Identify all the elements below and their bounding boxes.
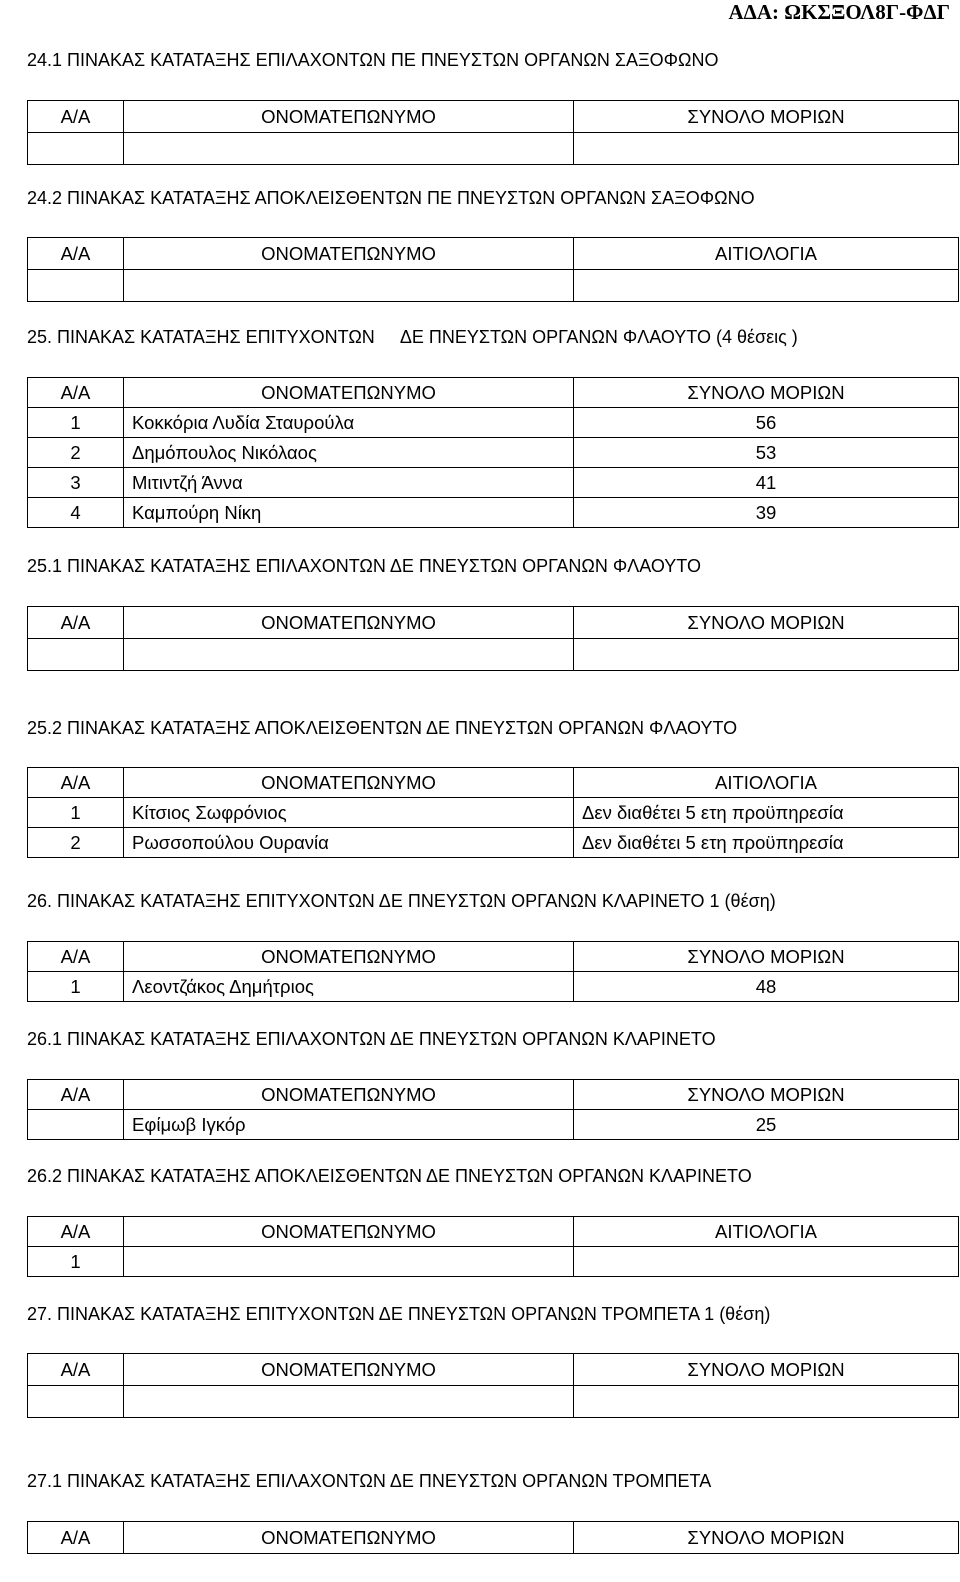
section-title: 25.1 ΠΙΝΑΚΑΣ ΚΑΤΑΤΑΞΗΣ ΕΠΙΛΑΧΟΝΤΩΝ ΔΕ ΠΝΕΥΣΤΩΝ ΟΡΓΑΝΩΝ ΦΛΑΟΥΤΟ <box>27 556 701 576</box>
col-name: ΟΝΟΜΑΤΕΠΩΝΥΜΟ <box>124 1217 574 1247</box>
row-reason: Δεν διαθέτει 5 ετη προϋπηρεσία <box>574 828 959 858</box>
ranking-table <box>27 941 959 1002</box>
col-aa: Α/Α <box>28 768 124 798</box>
row-name: Ρωσσοπούλου Ουρανία <box>124 828 574 858</box>
row-aa: 1 <box>28 972 124 1002</box>
table-header-row <box>28 1354 959 1386</box>
table-header-row <box>28 942 959 972</box>
table-header-row <box>28 768 959 798</box>
col-name: ΟΝΟΜΑΤΕΠΩΝΥΜΟ <box>124 942 574 972</box>
section-title: 26.2 ΠΙΝΑΚΑΣ ΚΑΤΑΤΑΞΗΣ ΑΠΟΚΛΕΙΣΘΕΝΤΩΝ ΔΕ ΠΝΕΥΣΤΩΝ ΟΡΓΑΝΩΝ ΚΛΑΡΙΝΕΤΟ <box>27 1166 752 1186</box>
table-header-row <box>28 238 959 270</box>
col-points: ΣΥΝΟΛΟ ΜΟΡΙΩΝ <box>574 1522 959 1554</box>
ranking-table <box>27 606 959 671</box>
col-aa: Α/Α <box>28 1080 124 1110</box>
section-title: 26. ΠΙΝΑΚΑΣ ΚΑΤΑΤΑΞΗΣ ΕΠΙΤΥΧΟΝΤΩΝ ΔΕ ΠΝΕΥΣΤΩΝ ΟΡΓΑΝΩΝ ΚΛΑΡΙΝΕΤΟ 1 (θέση) <box>27 891 776 911</box>
ranking-table <box>27 1353 959 1418</box>
table-header-row <box>28 1080 959 1110</box>
ranking-table <box>27 1079 959 1140</box>
ranking-table <box>27 377 959 528</box>
table-header-row <box>28 378 959 408</box>
table-row <box>28 798 959 828</box>
col-aa: Α/Α <box>28 607 124 639</box>
col-name: ΟΝΟΜΑΤΕΠΩΝΥΜΟ <box>124 1080 574 1110</box>
table-header-row <box>28 101 959 133</box>
table-header-row <box>28 1217 959 1247</box>
ranking-table <box>27 1216 959 1277</box>
ranking-table <box>27 237 959 302</box>
row-points: 41 <box>574 468 959 498</box>
col-points: ΣΥΝΟΛΟ ΜΟΡΙΩΝ <box>574 942 959 972</box>
row-name <box>124 1247 574 1277</box>
table-row <box>28 1110 959 1140</box>
col-name: ΟΝΟΜΑΤΕΠΩΝΥΜΟ <box>124 238 574 270</box>
col-points: ΣΥΝΟΛΟ ΜΟΡΙΩΝ <box>574 607 959 639</box>
row-reason: Δεν διαθέτει 5 ετη προϋπηρεσία <box>574 798 959 828</box>
section-title-part1: 25. ΠΙΝΑΚΑΣ ΚΑΤΑΤΑΞΗΣ ΕΠΙΤΥΧΟΝΤΩΝ <box>27 327 375 347</box>
col-points: ΣΥΝΟΛΟ ΜΟΡΙΩΝ <box>574 1354 959 1386</box>
col-reason: ΑΙΤΙΟΛΟΓΙΑ <box>574 768 959 798</box>
section-title-part2: ΔΕ ΠΝΕΥΣΤΩΝ ΟΡΓΑΝΩΝ ΦΛΑΟΥΤΟ (4 θέσεις ) <box>399 327 798 347</box>
row-name: Κίτσιος Σωφρόνιος <box>124 798 574 828</box>
table-header-row <box>28 1522 959 1554</box>
row-name: Καμπούρη Νίκη <box>124 498 574 528</box>
section-title: 24.1 ΠΙΝΑΚΑΣ ΚΑΤΑΤΑΞΗΣ ΕΠΙΛΑΧΟΝΤΩΝ ΠΕ ΠΝΕΥΣΤΩΝ ΟΡΓΑΝΩΝ ΣΑΞΟΦΩΝΟ <box>27 50 719 70</box>
table-row <box>28 408 959 438</box>
section-title: 26.1 ΠΙΝΑΚΑΣ ΚΑΤΑΤΑΞΗΣ ΕΠΙΛΑΧΟΝΤΩΝ ΔΕ ΠΝΕΥΣΤΩΝ ΟΡΓΑΝΩΝ ΚΛΑΡΙΝΕΤΟ <box>27 1029 716 1049</box>
col-name: ΟΝΟΜΑΤΕΠΩΝΥΜΟ <box>124 101 574 133</box>
ranking-table <box>27 767 959 858</box>
row-name: Μιτιντζή Άννα <box>124 468 574 498</box>
table-header-row <box>28 607 959 639</box>
row-points: 39 <box>574 498 959 528</box>
table-row <box>28 498 959 528</box>
row-points: 56 <box>574 408 959 438</box>
row-points: 48 <box>574 972 959 1002</box>
row-aa: 4 <box>28 498 124 528</box>
col-points: ΣΥΝΟΛΟ ΜΟΡΙΩΝ <box>574 378 959 408</box>
col-name: ΟΝΟΜΑΤΕΠΩΝΥΜΟ <box>124 378 574 408</box>
col-name: ΟΝΟΜΑΤΕΠΩΝΥΜΟ <box>124 768 574 798</box>
col-reason: ΑΙΤΙΟΛΟΓΙΑ <box>574 238 959 270</box>
col-name: ΟΝΟΜΑΤΕΠΩΝΥΜΟ <box>124 607 574 639</box>
table-row <box>28 1247 959 1277</box>
section-title: 24.2 ΠΙΝΑΚΑΣ ΚΑΤΑΤΑΞΗΣ ΑΠΟΚΛΕΙΣΘΕΝΤΩΝ ΠΕ ΠΝΕΥΣΤΩΝ ΟΡΓΑΝΩΝ ΣΑΞΟΦΩΝΟ <box>27 188 755 208</box>
col-name: ΟΝΟΜΑΤΕΠΩΝΥΜΟ <box>124 1522 574 1554</box>
section-title: 25.2 ΠΙΝΑΚΑΣ ΚΑΤΑΤΑΞΗΣ ΑΠΟΚΛΕΙΣΘΕΝΤΩΝ ΔΕ ΠΝΕΥΣΤΩΝ ΟΡΓΑΝΩΝ ΦΛΑΟΥΤΟ <box>27 718 738 738</box>
table-row <box>28 639 959 671</box>
row-aa: 3 <box>28 468 124 498</box>
row-reason <box>574 1247 959 1277</box>
row-aa: 1 <box>28 408 124 438</box>
col-aa: Α/Α <box>28 1522 124 1554</box>
col-points: ΣΥΝΟΛΟ ΜΟΡΙΩΝ <box>574 1080 959 1110</box>
row-aa: 1 <box>28 798 124 828</box>
row-name: Εφίμωβ Ιγκόρ <box>124 1110 574 1140</box>
ranking-table <box>27 1521 959 1554</box>
col-aa: Α/Α <box>28 238 124 270</box>
table-row <box>28 972 959 1002</box>
row-name: Δημόπουλος Νικόλαος <box>124 438 574 468</box>
table-row <box>28 468 959 498</box>
table-row <box>28 828 959 858</box>
table-row <box>28 270 959 302</box>
col-aa: Α/Α <box>28 101 124 133</box>
row-aa: 2 <box>28 438 124 468</box>
row-name: Κοκκόρια Λυδία Σταυρούλα <box>124 408 574 438</box>
row-aa <box>28 1110 124 1140</box>
col-aa: Α/Α <box>28 1354 124 1386</box>
ranking-table <box>27 100 959 165</box>
col-points: ΣΥΝΟΛΟ ΜΟΡΙΩΝ <box>574 101 959 133</box>
table-row <box>28 438 959 468</box>
row-aa: 1 <box>28 1247 124 1277</box>
section-title <box>27 327 798 348</box>
section-title: 27. ΠΙΝΑΚΑΣ ΚΑΤΑΤΑΞΗΣ ΕΠΙΤΥΧΟΝΤΩΝ ΔΕ ΠΝΕΥΣΤΩΝ ΟΡΓΑΝΩΝ ΤΡΟΜΠΕΤΑ 1 (θέση) <box>27 1304 771 1324</box>
row-aa: 2 <box>28 828 124 858</box>
col-name: ΟΝΟΜΑΤΕΠΩΝΥΜΟ <box>124 1354 574 1386</box>
col-aa: Α/Α <box>28 378 124 408</box>
col-aa: Α/Α <box>28 942 124 972</box>
table-row <box>28 1386 959 1418</box>
row-name: Λεοντζάκος Δημήτριος <box>124 972 574 1002</box>
row-points: 53 <box>574 438 959 468</box>
col-reason: ΑΙΤΙΟΛΟΓΙΑ <box>574 1217 959 1247</box>
table-row <box>28 133 959 165</box>
col-aa: Α/Α <box>28 1217 124 1247</box>
ada-code: ΑΔΑ: ΩΚΣΞΟΛ8Γ-ΦΔΓ <box>728 0 950 24</box>
row-points: 25 <box>574 1110 959 1140</box>
section-title: 27.1 ΠΙΝΑΚΑΣ ΚΑΤΑΤΑΞΗΣ ΕΠΙΛΑΧΟΝΤΩΝ ΔΕ ΠΝΕΥΣΤΩΝ ΟΡΓΑΝΩΝ ΤΡΟΜΠΕΤΑ <box>27 1471 712 1491</box>
